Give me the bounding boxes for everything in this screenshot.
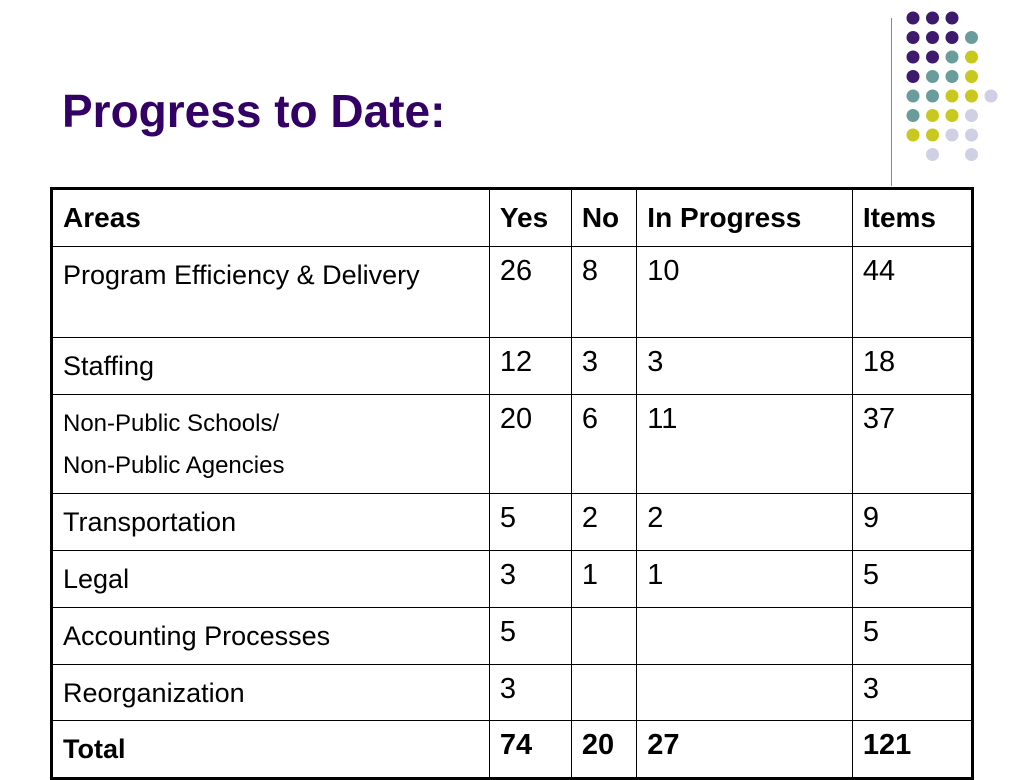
decorative-dot bbox=[907, 90, 920, 103]
cell-total-items: 121 bbox=[852, 721, 972, 779]
decorative-dot bbox=[965, 109, 978, 122]
decorative-dot bbox=[946, 12, 959, 25]
cell-items: 37 bbox=[852, 395, 972, 494]
header-no: No bbox=[571, 189, 636, 247]
table-row bbox=[52, 247, 973, 338]
cell-no: 8 bbox=[571, 247, 636, 338]
cell-total-in-progress: 27 bbox=[637, 721, 853, 779]
decorative-dot bbox=[965, 148, 978, 161]
cell-no: 1 bbox=[571, 550, 636, 607]
decorative-dot bbox=[926, 51, 939, 64]
cell-items: 5 bbox=[852, 550, 972, 607]
decorative-dot bbox=[907, 31, 920, 44]
header-yes: Yes bbox=[489, 189, 571, 247]
table-header-row bbox=[52, 189, 973, 247]
slide-title: Progress to Date: bbox=[62, 85, 446, 137]
decorative-dot bbox=[946, 51, 959, 64]
cell-items: 9 bbox=[852, 494, 972, 551]
decorative-dot bbox=[907, 129, 920, 142]
header-in-progress: In Progress bbox=[637, 189, 853, 247]
cell-yes: 3 bbox=[489, 550, 571, 607]
decorative-dot bbox=[946, 31, 959, 44]
cell-in-progress: 2 bbox=[637, 494, 853, 551]
cell-no bbox=[571, 664, 636, 721]
table-total-row bbox=[52, 721, 973, 779]
header-areas: Areas bbox=[52, 189, 490, 247]
decorative-dot bbox=[926, 90, 939, 103]
table-row bbox=[52, 395, 973, 494]
cell-no bbox=[571, 607, 636, 664]
cell-no: 6 bbox=[571, 395, 636, 494]
cell-items: 3 bbox=[852, 664, 972, 721]
table-row bbox=[52, 607, 973, 664]
cell-area: Accounting Processes bbox=[52, 607, 490, 664]
decorative-dot bbox=[985, 90, 998, 103]
cell-yes: 12 bbox=[489, 338, 571, 395]
table-row bbox=[52, 494, 973, 551]
cell-in-progress: 1 bbox=[637, 550, 853, 607]
cell-area bbox=[52, 395, 490, 494]
cell-items: 18 bbox=[852, 338, 972, 395]
decorative-dot bbox=[965, 51, 978, 64]
header-items: Items bbox=[852, 189, 972, 247]
decorative-dot bbox=[946, 70, 959, 83]
decorative-dot bbox=[926, 70, 939, 83]
decorative-dot bbox=[926, 129, 939, 142]
cell-yes: 5 bbox=[489, 607, 571, 664]
cell-yes: 20 bbox=[489, 395, 571, 494]
cell-area-line-2: Non-Public Agencies bbox=[63, 452, 285, 480]
cell-in-progress bbox=[637, 607, 853, 664]
table-row bbox=[52, 664, 973, 721]
decorative-dot bbox=[965, 70, 978, 83]
decorative-dot bbox=[965, 31, 978, 44]
cell-area: Transportation bbox=[52, 494, 490, 551]
decorative-dot-grid bbox=[905, 10, 1005, 170]
cell-no: 2 bbox=[571, 494, 636, 551]
decorative-dot bbox=[965, 90, 978, 103]
decorative-dot bbox=[946, 90, 959, 103]
table-row bbox=[52, 338, 973, 395]
cell-yes: 3 bbox=[489, 664, 571, 721]
decorative-dot bbox=[926, 109, 939, 122]
progress-table bbox=[50, 187, 974, 780]
cell-in-progress: 11 bbox=[637, 395, 853, 494]
cell-area: Legal bbox=[52, 550, 490, 607]
decorative-dot bbox=[926, 148, 939, 161]
decorative-dot bbox=[946, 129, 959, 142]
decorative-dot bbox=[907, 51, 920, 64]
cell-total-label: Total bbox=[52, 721, 490, 779]
decorative-dot bbox=[907, 109, 920, 122]
cell-yes: 5 bbox=[489, 494, 571, 551]
decorative-dot bbox=[946, 109, 959, 122]
cell-in-progress: 10 bbox=[637, 247, 853, 338]
cell-yes: 26 bbox=[489, 247, 571, 338]
cell-items: 44 bbox=[852, 247, 972, 338]
decorative-dot bbox=[926, 12, 939, 25]
cell-no: 3 bbox=[571, 338, 636, 395]
table-row bbox=[52, 550, 973, 607]
cell-total-yes: 74 bbox=[489, 721, 571, 779]
cell-in-progress: 3 bbox=[637, 338, 853, 395]
cell-area-line-1: Non-Public Schools/ bbox=[63, 410, 280, 438]
cell-area: Staffing bbox=[52, 338, 490, 395]
decorative-dot bbox=[907, 70, 920, 83]
cell-total-no: 20 bbox=[571, 721, 636, 779]
decorative-dot bbox=[965, 129, 978, 142]
vertical-divider bbox=[891, 18, 892, 186]
decorative-dot bbox=[926, 31, 939, 44]
decorative-dot bbox=[907, 12, 920, 25]
cell-in-progress bbox=[637, 664, 853, 721]
cell-area: Program Efficiency & Delivery bbox=[52, 247, 490, 338]
cell-items: 5 bbox=[852, 607, 972, 664]
cell-area: Reorganization bbox=[52, 664, 490, 721]
